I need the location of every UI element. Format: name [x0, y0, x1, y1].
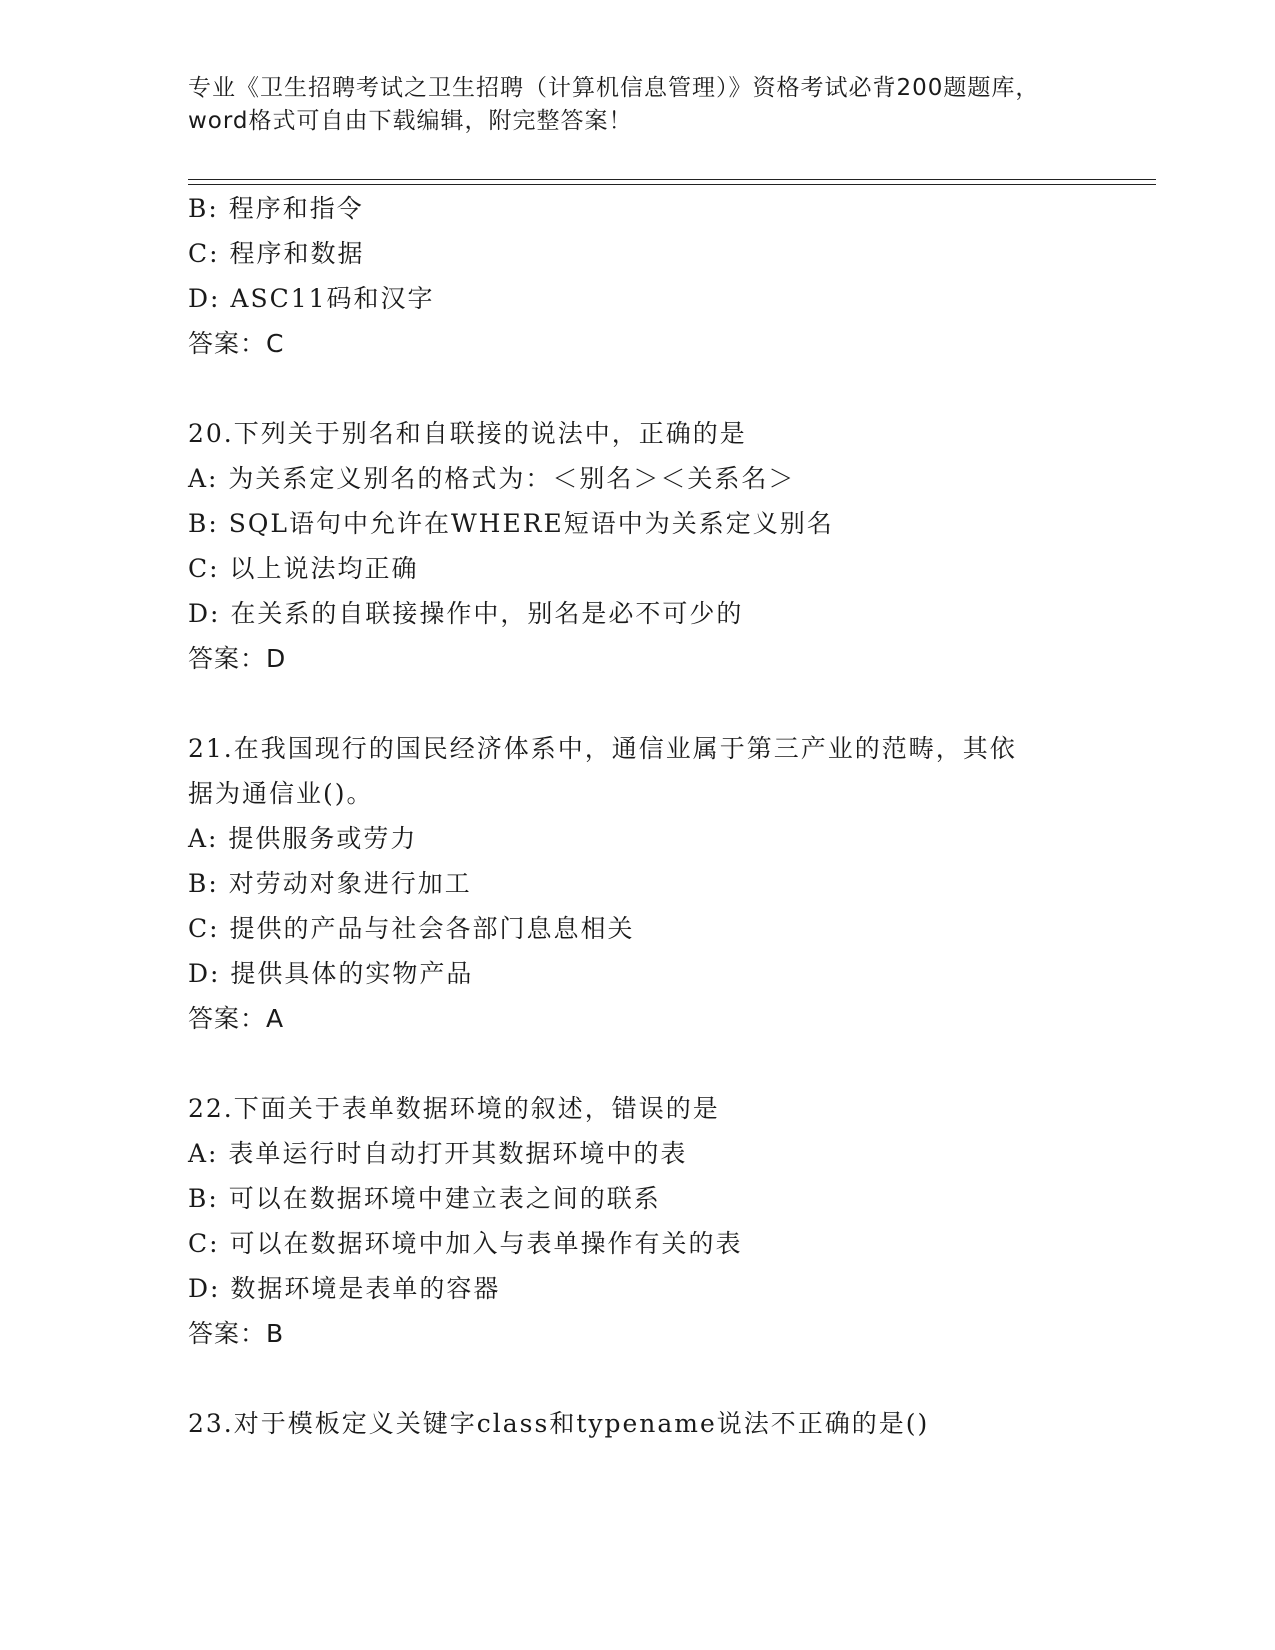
q20-option-c: C: 以上说法均正确: [188, 554, 419, 583]
q21-answer: 答案：A: [188, 1004, 285, 1033]
q19-option-c: C: 程序和数据: [188, 239, 365, 268]
q22-option-d: D: 数据环境是表单的容器: [188, 1274, 501, 1303]
header-title-line-1: 专业《卫生招聘考试之卫生招聘（计算机信息管理）》资格考试必背200题题库，: [188, 75, 1040, 101]
q19-option-d: D: ASC11码和汉字: [188, 284, 435, 313]
header-rule-top: [188, 179, 1156, 180]
q22-option-b: B: 可以在数据环境中建立表之间的联系: [188, 1184, 661, 1213]
q21-option-a: A: 提供服务或劳力: [188, 824, 418, 853]
q20-option-b: B: SQL语句中允许在WHERE短语中为关系定义别名: [188, 509, 834, 538]
q20-question: 20.下列关于别名和自联接的说法中，正确的是: [188, 419, 747, 448]
header-title-line-2: word格式可自由下载编辑，附完整答案！: [188, 108, 633, 134]
q19-answer: 答案：C: [188, 329, 285, 358]
q23-question: 23.对于模板定义关键字class和typename说法不正确的是(): [188, 1409, 930, 1438]
q20-option-a: A: 为关系定义别名的格式为：＜别名＞＜关系名＞: [188, 464, 796, 493]
q21-option-c: C: 提供的产品与社会各部门息息相关: [188, 914, 635, 943]
header-rule-bottom: [188, 184, 1156, 185]
document-header: [188, 72, 1088, 138]
q22-option-a: A: 表单运行时自动打开其数据环境中的表: [188, 1139, 688, 1168]
q19-option-b: B: 程序和指令: [188, 194, 364, 223]
q22-option-c: C: 可以在数据环境中加入与表单操作有关的表: [188, 1229, 743, 1258]
q22-question: 22.下面关于表单数据环境的叙述，错误的是: [188, 1094, 720, 1123]
q20-answer: 答案：D: [188, 644, 287, 673]
q22-answer: 答案：B: [188, 1319, 285, 1348]
q21-question-line-1: 21.在我国现行的国民经济体系中，通信业属于第三产业的范畴，其依: [188, 734, 1017, 763]
q20-option-d: D: 在关系的自联接操作中，别名是必不可少的: [188, 599, 744, 628]
q21-option-d: D: 提供具体的实物产品: [188, 959, 474, 988]
q21-question-line-2: 据为通信业()。: [188, 779, 374, 808]
q21-option-b: B: 对劳动对象进行加工: [188, 869, 472, 898]
